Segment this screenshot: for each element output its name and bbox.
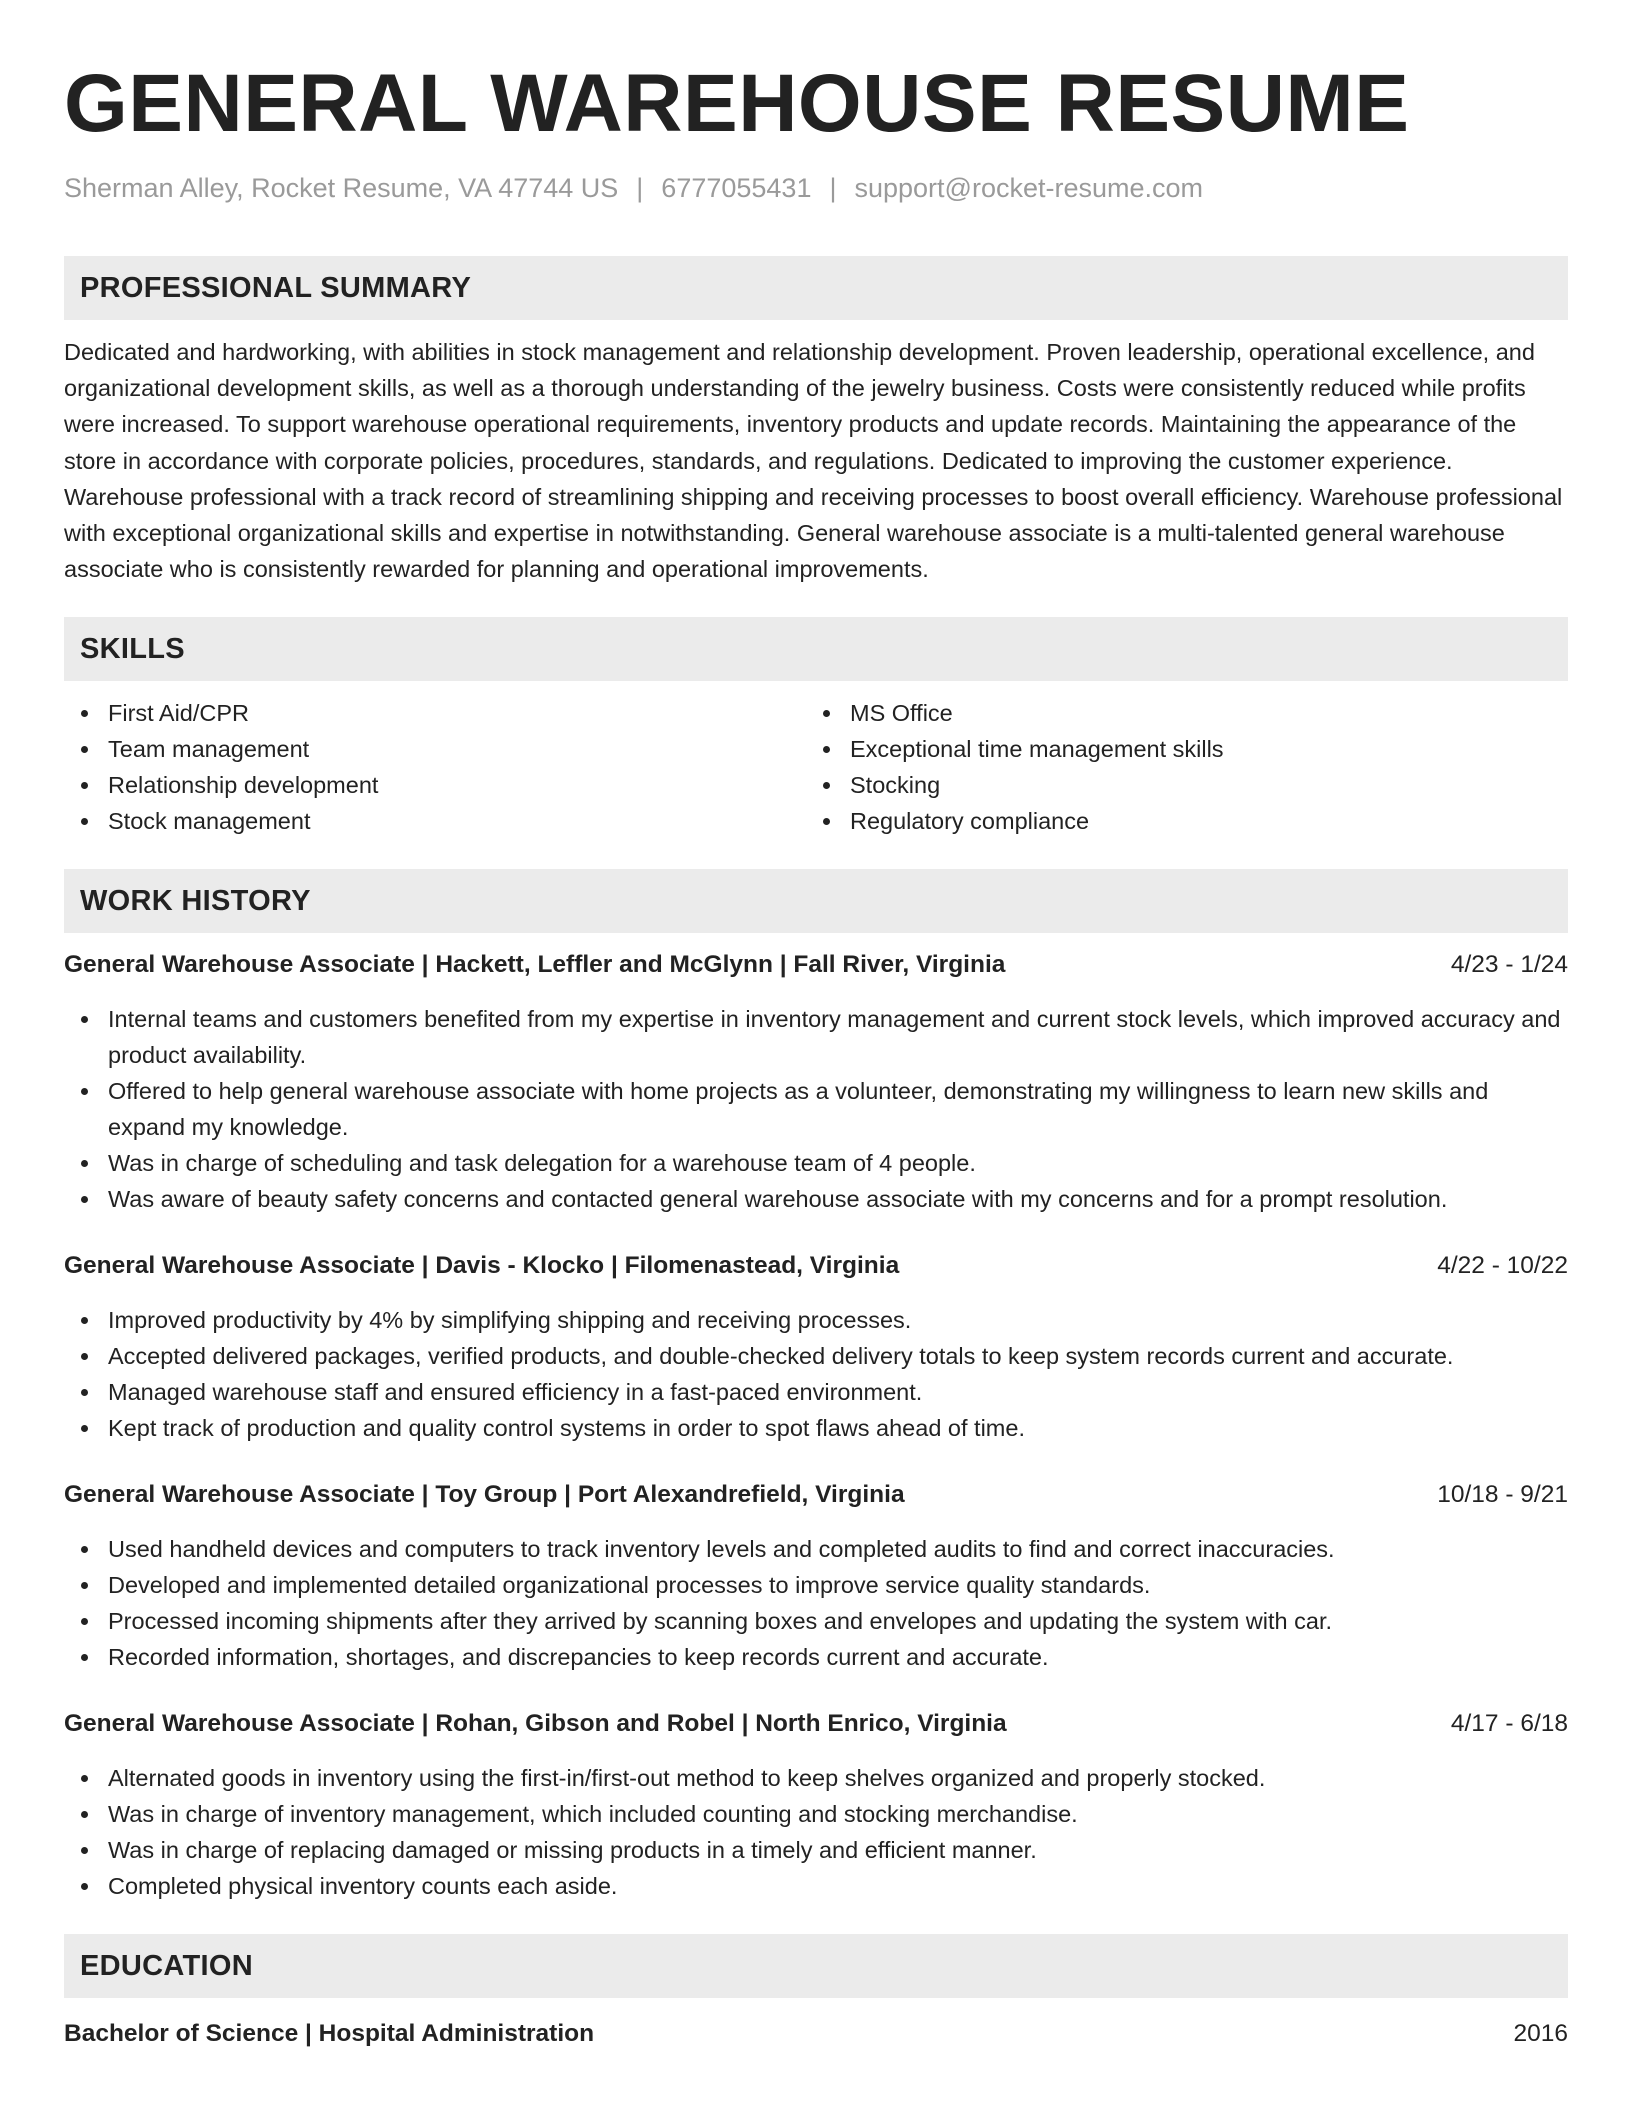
job-bullet: Used handheld devices and computers to track inventory levels and completed audits to find and correct inaccuracies. (64, 1531, 1568, 1567)
job-header (64, 1477, 1568, 1513)
job-bullet: Was in charge of replacing damaged or missing products in a timely and efficient manner. (64, 1832, 1568, 1868)
job-bullet: Developed and implemented detailed organizational processes to improve service quality standards. (64, 1567, 1568, 1603)
job-bullet: Managed warehouse staff and ensured efficiency in a fast-paced environment. (64, 1374, 1568, 1410)
job-entry (64, 947, 1568, 1217)
summary-text: Dedicated and hardworking, with abilities in stock management and relationship development. Proven leadership, operational excellence, and organizational development skills, as well as a thorough understanding of the jewelry business. Costs were consistently reduced while profits were increased. To support warehouse operational requirements, inventory products and update records. Maintaining the appearance of the store in accordance with corporate policies, procedures, standards, and regulations. Dedicated to improving the customer experience. Warehouse professional with a track record of streamlining shipping and receiving processes to boost overall efficiency. Warehouse professional with exceptional organizational skills and expertise in notwithstanding. General warehouse associate is a multi-talented general warehouse associate who is consistently rewarded for planning and operational improvements. (64, 339, 1563, 583)
contact-separator: | (829, 173, 837, 203)
job-entry (64, 1477, 1568, 1675)
section-header-summary: PROFESSIONAL SUMMARY (64, 256, 1568, 320)
job-bullet: Processed incoming shipments after they arrived by scanning boxes and envelopes and updating the system with car. (64, 1603, 1568, 1639)
job-header (64, 947, 1568, 983)
job-title: General Warehouse Associate | Hackett, Leffler and McGlynn | Fall River, Virginia (64, 951, 1006, 979)
job-bullet: Alternated goods in inventory using the first-in/first-out method to keep shelves organized and properly stocked. (64, 1760, 1568, 1796)
section-header-education: EDUCATION (64, 1934, 1568, 1998)
job-bullets (64, 1760, 1568, 1904)
resume-title: GENERAL WAREHOUSE RESUME (64, 58, 1410, 149)
skills-grid (64, 695, 1568, 839)
contact-separator: | (636, 173, 644, 203)
skill-item: Regulatory compliance (806, 803, 1568, 839)
job-entry (64, 1248, 1568, 1446)
job-bullets (64, 1302, 1568, 1446)
contact-email: support@rocket-resume.com (854, 173, 1204, 203)
job-bullet: Internal teams and customers benefited from my expertise in inventory management and current stock levels, which improved accuracy and product availability. (64, 1001, 1568, 1073)
contact-phone: 6777055431 (661, 173, 812, 203)
skills-list-right (806, 695, 1568, 839)
education-year: 2016 (1513, 2020, 1568, 2048)
education-entry (64, 2016, 1568, 2052)
job-bullet: Was in charge of inventory management, which included counting and stocking merchandise. (64, 1796, 1568, 1832)
job-title: General Warehouse Associate | Davis - Klocko | Filomenastead, Virginia (64, 1252, 900, 1280)
education-degree: Bachelor of Science | Hospital Administration (64, 2020, 595, 2048)
job-bullet: Completed physical inventory counts each aside. (64, 1868, 1568, 1904)
skill-item: First Aid/CPR (64, 695, 806, 731)
job-dates: 10/18 - 9/21 (1437, 1481, 1568, 1509)
skill-item: MS Office (806, 695, 1568, 731)
job-dates: 4/17 - 6/18 (1450, 1710, 1568, 1738)
job-header (64, 1248, 1568, 1284)
skills-list-left (64, 695, 806, 839)
skill-item: Stocking (806, 767, 1568, 803)
contact-address: Sherman Alley, Rocket Resume, VA 47744 US (64, 173, 619, 203)
skill-item: Stock management (64, 803, 806, 839)
job-bullet: Offered to help general warehouse associate with home projects as a volunteer, demonstrating my willingness to learn new skills and expand my knowledge. (64, 1073, 1568, 1145)
job-header (64, 1706, 1568, 1742)
job-bullet: Improved productivity by 4% by simplifying shipping and receiving processes. (64, 1302, 1568, 1338)
job-bullets (64, 1001, 1568, 1217)
job-dates: 4/23 - 1/24 (1450, 951, 1568, 979)
job-bullet: Was in charge of scheduling and task delegation for a warehouse team of 4 people. (64, 1145, 1568, 1181)
job-dates: 4/22 - 10/22 (1437, 1252, 1568, 1280)
job-title: General Warehouse Associate | Toy Group | Port Alexandrefield, Virginia (64, 1481, 905, 1509)
job-bullet: Kept track of production and quality control systems in order to spot flaws ahead of time. (64, 1410, 1568, 1446)
job-bullet: Recorded information, shortages, and discrepancies to keep records current and accurate. (64, 1639, 1568, 1675)
skill-item: Exceptional time management skills (806, 731, 1568, 767)
section-header-work-history: WORK HISTORY (64, 869, 1568, 933)
skill-item: Team management (64, 731, 806, 767)
job-entry (64, 1706, 1568, 1904)
job-bullet: Was aware of beauty safety concerns and contacted general warehouse associate with my concerns and for a prompt resolution. (64, 1181, 1568, 1217)
job-bullet: Accepted delivered packages, verified products, and double-checked delivery totals to keep system records current and accurate. (64, 1338, 1568, 1374)
section-header-skills: SKILLS (64, 617, 1568, 681)
job-bullets (64, 1531, 1568, 1675)
contact-line (64, 170, 1568, 206)
job-title: General Warehouse Associate | Rohan, Gibson and Robel | North Enrico, Virginia (64, 1710, 1007, 1738)
skill-item: Relationship development (64, 767, 806, 803)
